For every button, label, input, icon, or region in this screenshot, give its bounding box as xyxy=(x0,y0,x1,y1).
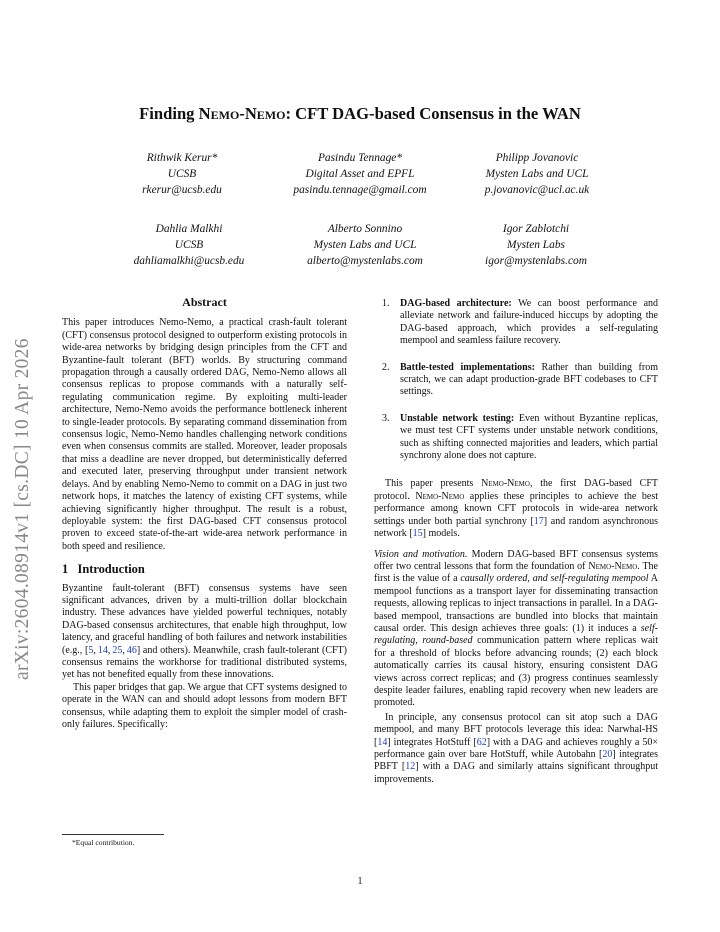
paper-title xyxy=(60,104,660,124)
citation-link[interactable]: 5 xyxy=(88,644,94,656)
emphasis-text: self-regulating, round-based xyxy=(374,622,658,647)
author-name: Alberto Sonnino xyxy=(327,223,403,235)
system-name: Nemo-Nemo xyxy=(481,478,530,490)
author-block xyxy=(436,221,636,269)
body-text: ] with a DAG and similarly attains significant throughput improvements. xyxy=(374,761,658,785)
list-bold-label: Unstable network testing: xyxy=(400,412,515,424)
abstract-text: This paper introduces Nemo-Nemo, a practical crash-fault tolerant (CFT) consensus protocol designed to outperform existing protocols in wide-area networks by bridging design principles from the CFT and Byzantine-fault tolerant (BFT) worlds. By structuring command propagation through a causally ordered DAG, Nemo-Nemo allows all consensus replicas to propose commands with a naturally self-regulating communication regime. By exploiting multi-leader architecture, Nemo-Nemo avoids the performance bottleneck inherent to single-leader protocols. By separating command dissemination from consensus logic, Nemo-Nemo handles challenging network conditions even when consensus commits are stalled. Moreover, leader proposals that miss a deadline are never dropped, but deterministically deferred and executed later, preserving throughput under transient network delays. And by enabling Nemo-Nemo to commit on a DAG in just two network hops, it matches the latency of existing CFT systems, while achieving significantly higher throughput. The result is a robust, deployable system: the first DAG-based CFT consensus protocol proven to exceed state-of-the-art wide-area network performance in both speed and resilience. xyxy=(62,317,347,552)
body-text: applies these principles to achieve the best performance among known CFT protocols in wide-area network settings under both partial synchrony [ xyxy=(374,490,658,527)
section-number: 1 xyxy=(62,562,69,577)
body-text: A mempool functions as a transport layer for disseminating transaction requests, allowing replicas to inject transactions in parallel. In a DAG-based mempool, transactions are bundled into blocks that maintain causal order. This design achieves three goals: (1) it induces a xyxy=(374,573,659,634)
body-text: ] models. xyxy=(422,528,460,540)
list-text: Even without Byzantine replicas, we must test CFT systems under unstable network conditions, such as shifting connected majorities and leaders, which partial synchrony alone does not capture. xyxy=(400,412,658,462)
system-name: Nemo-Nemo xyxy=(415,490,465,502)
author-email[interactable]: pasindu.tennage@gmail.com xyxy=(293,184,427,196)
list-text: We can boost performance and alleviate network and failure-induced hiccups by adopting the DAG-based approach, which provides a self-regulating mempool and seamless failure recovery. xyxy=(400,298,659,347)
body-text: In principle, any consensus protocol can sit atop such a DAG mempool, and many BFT protocols leverage this idea: Narwhal-HS [ xyxy=(374,711,658,748)
author-email[interactable]: rkerur@ucsb.edu xyxy=(142,184,222,196)
citation-link[interactable]: 62 xyxy=(476,736,487,748)
intro-paragraph: Byzantine fault-tolerant (BFT) consensus systems have seen significant advances, driven by a multi-trillion dollar blockchain industry. These advances have yielded powerful techniques, notably DAG-based consensus architectures, that enable high throughput, low latency, and graceful handling of both failures and network instabilities (e.g., [5, 14, 25, 46] and others). Meanwhile, crash fault-tolerant (CFT) consensus remains the workhorse for traditional distributed systems, yet has not benefited equally from these innovations. xyxy=(62,582,347,681)
author-affiliation: Mysten Labs and UCL xyxy=(313,239,417,251)
author-block xyxy=(437,150,637,198)
intro-text: ] and others). Meanwhile, crash fault-tolerant (CFT) consensus remains the workhorse for traditional distributed systems, yet has not benefited equally from these innovations. xyxy=(62,644,347,681)
arxiv-stamp xyxy=(4,260,34,680)
author-affiliation: Mysten Labs xyxy=(507,239,565,251)
author-email[interactable]: p.jovanovic@ucl.ac.uk xyxy=(484,184,590,196)
arxiv-stamp-text: arXiv:2604.08914v1 [cs.DC] 10 Apr 2026 xyxy=(12,338,33,680)
title-pre: Finding xyxy=(139,104,199,123)
right-body xyxy=(374,478,658,786)
author-name: Igor Zablotchi xyxy=(502,223,570,235)
author-block xyxy=(89,221,289,269)
body-text: . The first is the value of a xyxy=(374,560,658,585)
list-text: Rather than building from scratch, we can adapt production-grade BFT codebases to CFT settings. xyxy=(400,361,658,398)
right-column xyxy=(374,298,658,786)
list-item xyxy=(374,362,658,399)
author-email[interactable]: dahliamalkhi@ucsb.edu xyxy=(133,255,245,267)
citation-link[interactable]: 12 xyxy=(405,761,416,773)
intro-text: Byzantine fault-tolerant (BFT) consensus systems have seen significant advances, driven by a multi-trillion dollar blockchain industry. These advances have yielded powerful techniques, notably DAG-based consensus architectures, that enable high throughput, low latency, and graceful handling of both failures and network instabilities (e.g., [ xyxy=(62,582,347,656)
section-title: Introduction xyxy=(77,562,145,577)
citation-link[interactable]: 46 xyxy=(126,644,137,656)
abstract-heading: Abstract xyxy=(182,295,227,309)
page-number: 1 xyxy=(357,876,363,887)
author-name: Philipp Jovanovic xyxy=(495,152,579,164)
list-bold-label: Battle-tested implementations: xyxy=(400,361,535,373)
list-bold-label: DAG-based architecture: xyxy=(400,298,512,309)
title-name: Nemo-Nemo xyxy=(198,104,286,123)
citation-link[interactable]: 17 xyxy=(533,515,544,527)
citation-link[interactable]: 15 xyxy=(412,528,423,540)
body-text: ] with a DAG and achieves roughly a 50× performance gain over bare HotStuff, while Autobahn [ xyxy=(374,736,659,760)
system-name: Nemo-Nemo xyxy=(588,560,638,572)
paragraph-label: Vision and motivation. xyxy=(374,548,468,560)
author-affiliation: UCSB xyxy=(167,168,197,180)
body-text: ] and random asynchronous network [ xyxy=(374,515,658,540)
title-post: : CFT DAG-based Consensus in the WAN xyxy=(285,104,581,123)
author-email[interactable]: alberto@mystenlabs.com xyxy=(307,255,423,267)
author-name: Rithwik Kerur* xyxy=(146,152,218,164)
citation-link[interactable]: 20 xyxy=(602,749,613,760)
footnote-rule xyxy=(62,834,164,835)
list-item xyxy=(374,413,658,463)
vision-paragraph xyxy=(374,549,658,710)
body-text: Modern DAG-based BFT consensus systems offer two central lessons that form the foundation of xyxy=(374,548,658,572)
body-text: This paper presents xyxy=(385,478,482,490)
body-text: , the first DAG-based CFT protocol. xyxy=(374,478,658,502)
citation-link[interactable]: 14 xyxy=(97,644,108,656)
footnote: *Equal contribution. xyxy=(72,838,135,847)
list-number: 1. xyxy=(382,298,390,309)
author-block xyxy=(265,221,465,269)
author-affiliation: Mysten Labs and UCL xyxy=(485,168,589,180)
author-name: Pasindu Tennage* xyxy=(317,152,403,164)
left-column xyxy=(62,296,347,731)
principle-paragraph xyxy=(374,712,658,786)
body-text: ] integrates HotStuff [ xyxy=(387,736,477,748)
section-heading-introduction xyxy=(62,563,347,575)
citation-link[interactable]: 25 xyxy=(112,644,123,656)
author-affiliation: UCSB xyxy=(174,239,204,251)
emphasis-text: causally ordered, and self-regulating mempool xyxy=(460,573,649,585)
author-affiliation: Digital Asset and EPFL xyxy=(305,168,415,180)
intro-paragraph: This paper bridges that gap. We argue that CFT systems designed to operate in the WAN can and should adopt lessons from modern BFT consensus, while adapting them to exploit the simpler model of crash-only failures. Specifically: xyxy=(62,681,347,730)
list-number: 3. xyxy=(382,412,390,424)
list-item xyxy=(374,298,658,348)
list-number: 2. xyxy=(382,361,390,373)
citation-link[interactable]: 14 xyxy=(377,736,388,748)
author-name: Dahlia Malkhi xyxy=(155,223,223,235)
author-email[interactable]: igor@mystenlabs.com xyxy=(485,255,587,267)
body-text: communication pattern where replicas wait for a threshold of blocks before advancing rounds; (2) each block automatically carries its causal history, ensuring consistent DAG views across correct replicas; and (3) progress continues seamlessly despite leader failures, enabling rapid recovery when new leaders are promoted. xyxy=(374,635,658,709)
body-text: ] integrates PBFT [ xyxy=(374,749,659,773)
present-paragraph xyxy=(374,478,658,540)
